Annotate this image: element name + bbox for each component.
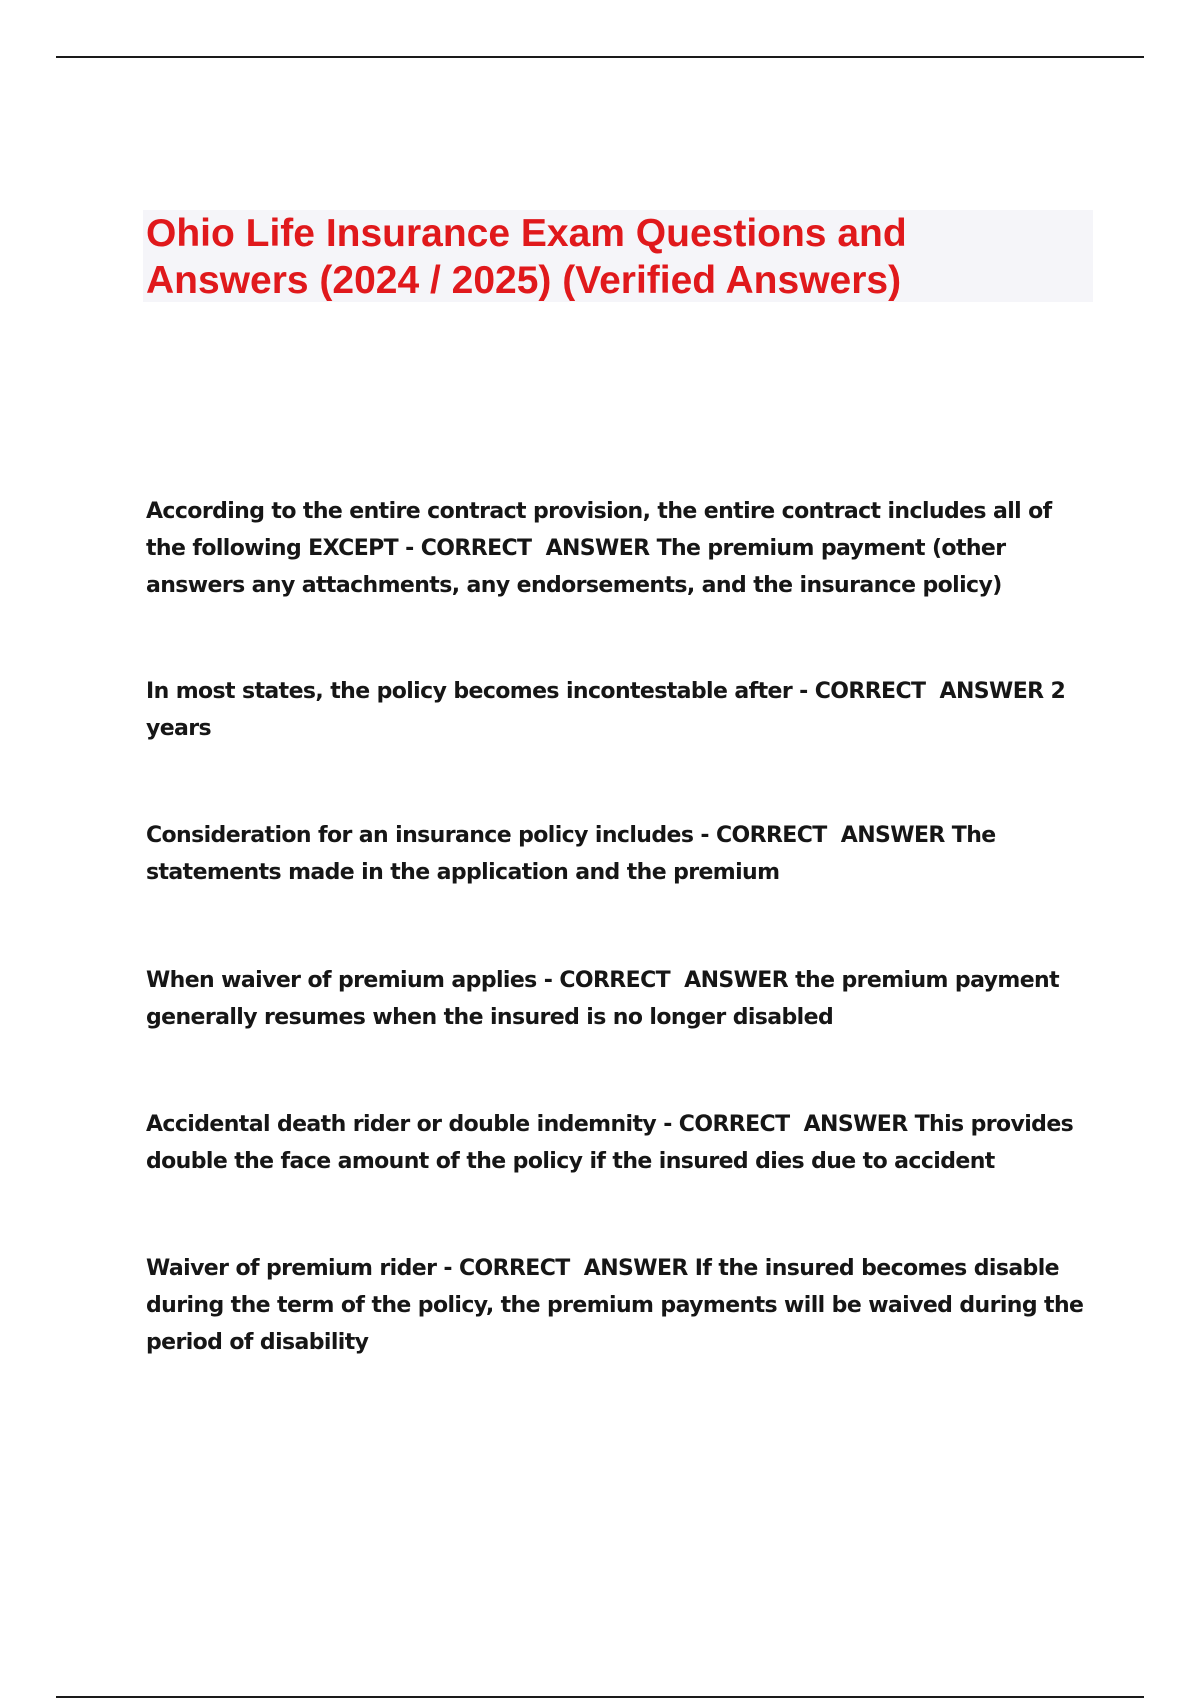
answer-text: the premium payment generally resumes when the insured is no longer disabled: [146, 968, 1060, 1030]
answer-text: This provides double the face amount of the policy if the insured dies due to accident: [146, 1112, 1074, 1174]
answer-text: If the insured becomes disable during the term of the policy, the premium payments will be waived during the period of disability: [146, 1256, 1084, 1355]
qa-item-5: [146, 1106, 1096, 1180]
answer-marker: - CORRECT ANSWER: [536, 968, 796, 993]
qa-item-6: [146, 1250, 1096, 1361]
answer-marker: - CORRECT ANSWER: [398, 536, 657, 561]
question-text: In most states, the policy becomes incontestable after: [146, 679, 793, 704]
qa-item-4: [146, 962, 1096, 1036]
top-rule: [56, 56, 1144, 58]
qa-item-3: [146, 817, 1096, 891]
answer-marker: - CORRECT ANSWER: [693, 823, 952, 848]
document-title: Ohio Life Insurance Exam Questions and Answers (2024 / 2025) (Verified Answers): [146, 212, 907, 302]
question-text: According to the entire contract provision, the entire contract includes all of the following EXCEPT: [146, 499, 1052, 561]
answer-marker: - CORRECT ANSWER: [436, 1256, 695, 1281]
question-text: Waiver of premium rider: [146, 1256, 437, 1281]
question-text: When waiver of premium applies: [146, 968, 537, 993]
answer-marker: - CORRECT ANSWER: [792, 679, 1051, 704]
qa-item-2: [146, 673, 1096, 747]
answer-marker: - CORRECT ANSWER: [656, 1112, 915, 1137]
answer-text: 2 years: [146, 679, 1066, 741]
question-text: Accidental death rider or double indemnity: [146, 1112, 657, 1137]
question-text: Consideration for an insurance policy includes: [146, 823, 694, 848]
bottom-rule: [56, 1696, 1144, 1698]
answer-text: The statements made in the application and the premium: [146, 823, 996, 885]
answer-text: The premium payment (other answers any attachments, any endorsements, and the insurance policy): [146, 536, 1006, 598]
qa-item-1: [146, 493, 1096, 604]
